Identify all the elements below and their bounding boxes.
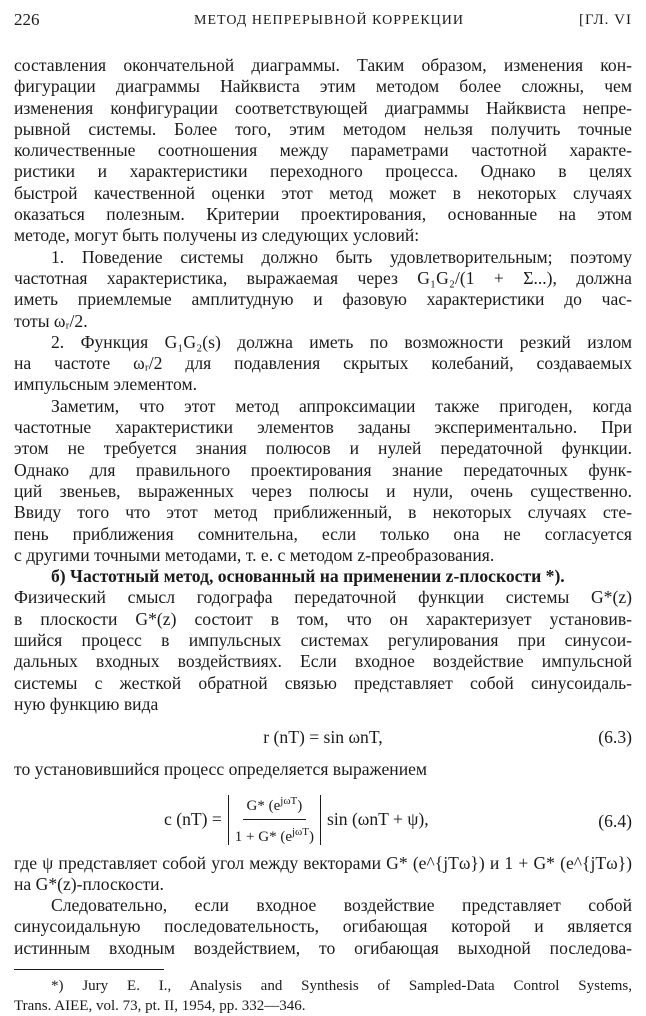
text-line: Ввиду того что этот метод приближенный, в некоторых случаях сте-	[14, 502, 632, 523]
text-line: составления окончательной диаграммы. Таким образом, изменения кон-	[14, 55, 632, 75]
text-line: с другими точными методами, т. е. с методом z-преобразования.	[14, 544, 495, 565]
text-line: 1. Поведение системы должно быть удовлетворительным; поэтому	[51, 246, 632, 267]
page-number: 226	[14, 10, 40, 29]
footnote	[14, 976, 632, 1016]
text-line: то установившийся процесс определяется выражением	[14, 759, 428, 780]
paragraph	[14, 396, 632, 566]
equation-rhs: sin (ωnT + ψ),	[327, 808, 429, 829]
text-line: частотные характеристики элементов заданы экспериментально. При	[14, 417, 632, 438]
text-line: Заметим, что этот метод аппроксимации также пригоден, когда	[51, 395, 632, 416]
text-line: пень приближения сомнительна, если только она не согласуется	[14, 523, 632, 544]
denominator-text: 1 + G* (e	[234, 829, 292, 845]
chapter-marker: [ГЛ. VI	[578, 12, 632, 28]
text-line: ций звеньев, выраженных через полюсы и нули, очень существенно.	[14, 480, 632, 501]
text-line: тоты ωᵣ/2.	[14, 310, 88, 331]
equation-6-4	[14, 787, 632, 853]
paragraph	[14, 895, 632, 959]
paragraph	[14, 587, 632, 715]
paragraph	[14, 853, 632, 896]
text-line: количественные соотношения между параметрами частотной характе-	[14, 140, 632, 161]
text-line: быстрой качественной оценки этот метод может в некоторых случаях	[14, 182, 632, 203]
text-line: синусоидальную последовательность, огибающая которой и является	[14, 916, 632, 937]
text-line: шийся процесс в импульсных системах регулирования при синусои-	[14, 630, 632, 651]
text-line: 2. Функция G₁G₂(s) должна иметь по возможности резкий излом	[51, 331, 632, 352]
text-line: фигурации диаграммы Найквиста этим методом более сложны, чем	[14, 76, 632, 97]
text-line: Следовательно, если входное воздействие представляет собой	[51, 895, 632, 916]
paragraph	[14, 55, 632, 247]
text-line: этом не требуется знания полюсов и нулей передаточной функции.	[14, 438, 632, 459]
running-title: МЕТОД НЕПРЕРЫВНОЙ КОРРЕКЦИИ	[194, 13, 464, 28]
text-line: импульсным элементом.	[14, 374, 197, 395]
text-line: методе, могут быть получены из следующих условий:	[14, 225, 420, 246]
text-line: изменения конфигурации соответствующей диаграммы Найквиста непре-	[14, 97, 632, 118]
list-item	[14, 247, 632, 332]
text-line: Физический смысл годографа передаточной функции системы G*(z)	[14, 587, 632, 608]
section-heading	[14, 566, 632, 587]
fraction-denominator: 1 + G* $(e^{j\omega T})$	[234, 826, 315, 845]
text-line: рывной системы. Более того, этим методом нельзя получить точные	[14, 118, 632, 139]
text-line: дальных входных воздействиях. Если входное воздействие импульсной	[14, 651, 632, 672]
numerator-text: G* (e	[246, 797, 281, 814]
equation-formula: r (nT) = sin ωnT,	[263, 727, 383, 748]
footnote-line: Trans. AIEE, vol. 73, pt. II, 1954, pp. 332—346.	[14, 997, 306, 1014]
denominator-exponent: jωT	[292, 826, 310, 838]
book-page	[14, 8, 632, 1016]
equation-lhs: c (nT) =	[164, 808, 222, 829]
text-line: на частоте ωᵣ/2 для подавления скрытых колебаний, создаваемых	[14, 353, 632, 374]
running-head	[14, 8, 632, 34]
text-line: на G*(z)-плоскости.	[14, 873, 164, 894]
equation-6-3	[14, 715, 632, 759]
text-line: где ψ представляет собой угол между векторами G* (e^{jTω}) и 1 + G* (e^{jTω})	[14, 852, 632, 873]
text-line: системы с жесткой обратной связью представляет собой синусоидаль-	[14, 672, 632, 693]
list-item	[14, 332, 632, 396]
text-line: Однако для правильного проектирования знание передаточных функ-	[14, 459, 632, 480]
footnote-divider	[14, 969, 164, 970]
equation-number: (6.4)	[598, 810, 632, 831]
footnote-line: *) Jury E. I., Analysis and Synthesis of Sampled-Data Control Systems,	[51, 977, 632, 994]
text-line: ную функцию вида	[14, 693, 159, 714]
equation-formula	[164, 795, 429, 845]
text-line: истинным входным воздействием, то огибающая выходной последова-	[14, 937, 632, 958]
section-title: б) Частотный метод, основанный на применении z-плоскости *).	[51, 566, 565, 587]
paragraph	[14, 759, 632, 780]
text-line: частотная характеристика, выражаемая через G₁G₂/(1 + Σ...), должна	[14, 267, 632, 288]
text-line: ристики и характеристики переходного процесса. Однако в целях	[14, 161, 632, 182]
equation-number: (6.3)	[598, 727, 632, 748]
absolute-value-fraction	[228, 795, 321, 845]
text-line: в плоскости G*(z) состоит в том, что он характеризует установив-	[14, 608, 632, 629]
text-line: оказаться полезным. Критерии проектирования, основанные на этом	[14, 204, 632, 225]
text-line: иметь приемлемые амплитудную и фазовую характеристики до час-	[14, 289, 632, 310]
body-text	[14, 55, 632, 959]
fraction-numerator: G* $(e^{j\omega T})$	[243, 791, 307, 820]
numerator-exponent: jωT	[280, 794, 298, 807]
